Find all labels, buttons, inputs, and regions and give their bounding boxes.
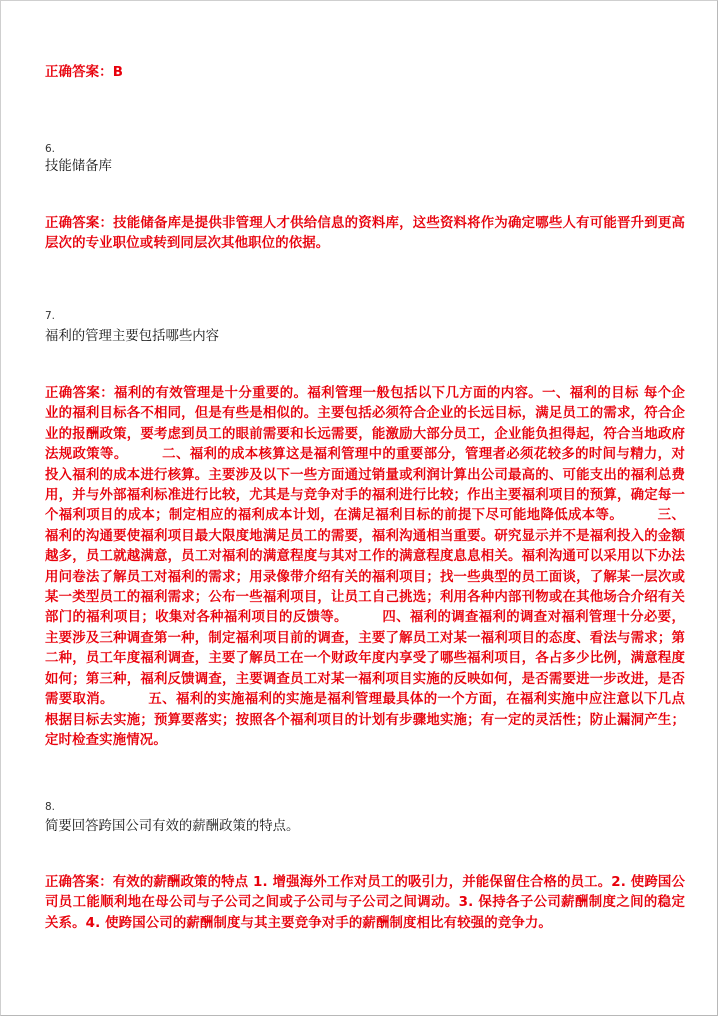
answer-5: 正确答案：B	[45, 65, 124, 80]
question-number-8: 8.	[45, 801, 56, 813]
answer-6: 正确答案：技能储备库是提供非管理人才供给信息的资料库，这些资料将作为确定哪些人有可能晋升到更高层次的专业职位或转到同层次其他职位的依据。	[45, 216, 685, 252]
question-number-6: 6.	[45, 143, 56, 155]
question-text-8: 简要回答跨国公司有效的薪酬政策的特点。	[45, 819, 300, 834]
answer-7: 正确答案：福利的有效管理是十分重要的。福利管理一般包括以下几方面的内容。一、福利的目标 每个企业的福利目标各不相同，但是有些是相似的。主要包括必须符合企业的长远目标，满足员工的需求，符合企业的报酬政策，要考虑到员工的眼前需要和长远需要，能激励大部分员工，企业能负担得起，符合当地政府法规政策等。 二、福利的成本核算这是福利管理中的重要部分，管理者必须花较多的时间与精力，对投入福利的成本进行核算。主要涉及以下一些方面通过销量或利润计算出公司最高的、可能支出的福利总费用，并与外部福利标准进行比较，尤其是与竞争对手的福利进行比较；作出主要福利项目的预算，确定每一个福利项目的成本；制定相应的福利成本计划，在满足福利目标的前提下尽可能地降低成本等。 三、福利的沟通要使福利项目最大限度地满足员工的需要，福利沟通相当重要。研究显示并不是福利投入的金额越多，员工就越满意，员工对福利的满意程度与其对工作的满意程度息息相关。福利沟通可以采用以下办法用问卷法了解员工对福利的需求；用录像带介绍有关的福利项目；找一些典型的员工面谈，了解某一层次或某一类型员工的福利需求；公布一些福利项目，让员工自己挑选；利用各种内部刊物或在其他场合介绍有关部门的福利项目；收集对各种福利项目的反馈等。 四、福利的调查福利的调查对福利管理十分必要，主要涉及三种调查第一种，制定福利项目前的调查，主要了解员工对某一福利项目的态度、看法与需求；第二种，员工年度福利调查，主要了解员工在一个财政年度内享受了哪些福利项目，各占多少比例，满意程度如何；第三种，福利反馈调查，主要调查员工对某一福利项目实施的反映如何，是否需要进一步改进，是否需要取消。 五、福利的实施福利的实施是福利管理最具体的一个方面，在福利实施中应注意以下几点根据目标去实施；预算要落实；按照各个福利项目的计划有步骤地实施；有一定的灵活性；防止漏洞产生；定时检查实施情况。	[45, 386, 685, 748]
answer-8: 正确答案：有效的薪酬政策的特点 1. 增强海外工作对员工的吸引力，并能保留住合格的员工。2. 使跨国公司员工能顺利地在母公司与子公司之间或子公司与子公司之间调动。3. 保持各子公司薪酬制度之间的稳定关系。4. 使跨国公司的薪酬制度与其主要竞争对手的薪酬制度相比有较强的竞争力。	[45, 875, 685, 931]
question-text-7: 福利的管理主要包括哪些内容	[45, 329, 220, 344]
question-number-7: 7.	[45, 310, 56, 322]
question-text-6: 技能储备库	[45, 159, 112, 174]
